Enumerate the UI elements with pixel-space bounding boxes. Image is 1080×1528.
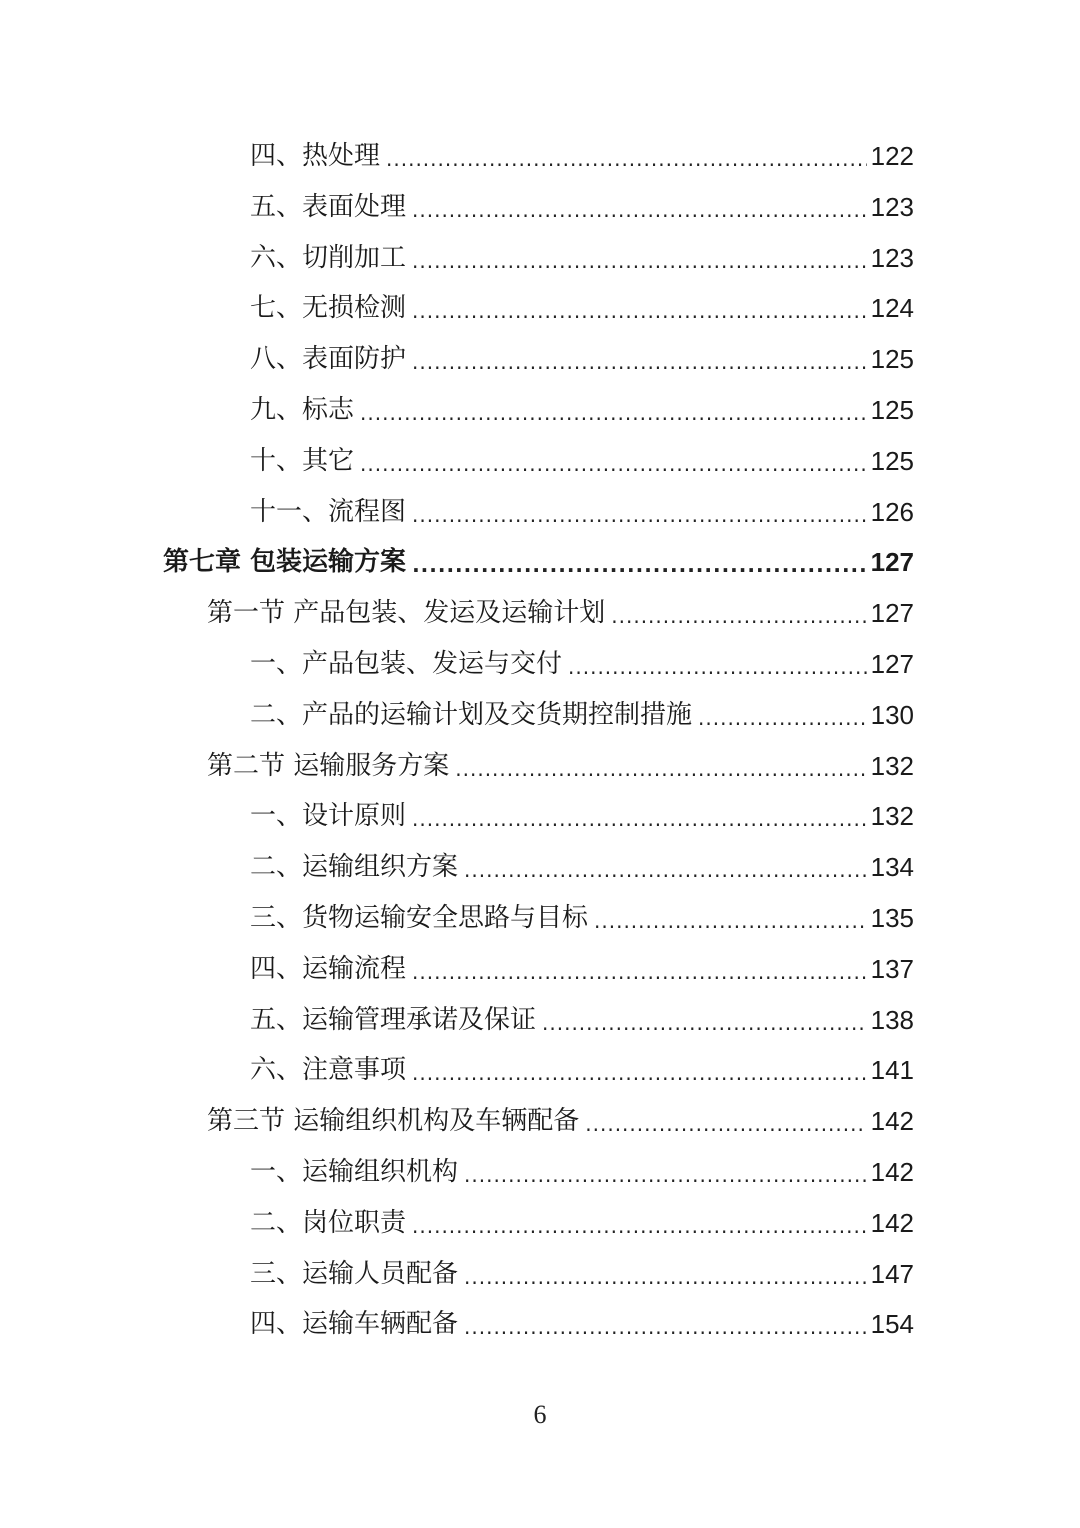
toc-entry-page: 122 — [870, 141, 914, 171]
toc-subsection-entry[interactable] — [250, 1254, 914, 1294]
toc-subsection-entry[interactable] — [250, 847, 914, 887]
dot-leader — [412, 802, 867, 836]
dot-leader — [412, 955, 867, 989]
toc-entry-label: 九、标志 — [250, 395, 355, 425]
toc-entry-page: 137 — [870, 953, 914, 984]
toc-entry-label: 十一、流程图 — [250, 496, 407, 527]
toc-subsection-entry[interactable] — [250, 136, 914, 176]
toc-entry-page: 123 — [870, 191, 914, 222]
toc-entry-label: 四、运输车辆配备 — [250, 1309, 459, 1340]
toc-entry-label: 四、运输流程 — [250, 953, 407, 984]
toc-entry-label: 第七章 包装运输方案 — [163, 547, 407, 578]
toc-subsection-entry[interactable] — [250, 238, 914, 278]
toc-entry-label: 第二节 运输服务方案 — [207, 750, 450, 781]
dot-leader — [412, 548, 867, 582]
toc-section-entry[interactable] — [207, 1101, 914, 1141]
dot-leader — [585, 1107, 866, 1141]
dot-leader — [412, 498, 867, 532]
page-number: 6 — [533, 1400, 547, 1429]
toc-entry-label: 二、岗位职责 — [250, 1207, 407, 1238]
toc-entry-label: 五、表面处理 — [250, 191, 407, 222]
dot-leader — [412, 1056, 867, 1090]
toc-entry-page: 135 — [870, 903, 914, 933]
toc-entry-label: 一、产品包装、发运与交付 — [250, 649, 563, 679]
dot-leader — [464, 1260, 867, 1294]
toc-entry-page: 132 — [870, 801, 914, 832]
toc-entry-page: 138 — [870, 1004, 914, 1035]
toc-entry-page: 125 — [870, 395, 914, 425]
dot-leader — [386, 142, 867, 176]
toc-entry-page: 142 — [870, 1106, 914, 1137]
toc-subsection-entry[interactable] — [250, 898, 914, 938]
toc-entry-page: 127 — [870, 598, 914, 629]
dot-leader — [611, 599, 866, 633]
toc-entry-page: 154 — [870, 1309, 914, 1340]
toc-entry-label: 第三节 运输组织机构及车辆配备 — [207, 1106, 580, 1137]
toc-subsection-entry[interactable] — [250, 949, 914, 989]
toc-entry-page: 127 — [870, 547, 914, 578]
dot-leader — [360, 447, 867, 481]
toc-subsection-entry[interactable] — [250, 441, 914, 481]
toc-entry-page: 123 — [870, 242, 914, 273]
dot-leader — [542, 1006, 867, 1040]
dot-leader — [360, 396, 867, 430]
toc-entry-label: 第一节 产品包装、发运及运输计划 — [207, 598, 606, 629]
toc-entry-label: 四、热处理 — [250, 141, 381, 171]
dot-leader — [464, 853, 867, 887]
toc-subsection-entry[interactable] — [250, 1304, 914, 1344]
toc-entry-page: 142 — [870, 1157, 914, 1187]
toc-entry-label: 十、其它 — [250, 445, 355, 476]
toc-entry-label: 六、切削加工 — [250, 242, 407, 273]
toc-subsection-entry[interactable] — [250, 339, 914, 379]
toc-entry-label: 七、无损检测 — [250, 293, 407, 324]
dot-leader — [412, 193, 867, 227]
toc-entry-label: 三、货物运输安全思路与目标 — [250, 903, 589, 933]
toc-entry-label: 二、产品的运输计划及交货期控制措施 — [250, 699, 693, 730]
toc-chapter-entry[interactable] — [163, 542, 914, 582]
dot-leader — [464, 1310, 867, 1344]
toc-subsection-entry[interactable] — [250, 1152, 914, 1192]
toc-subsection-entry[interactable] — [250, 695, 914, 735]
toc-entry-label: 五、运输管理承诺及保证 — [250, 1004, 537, 1035]
toc-section-entry[interactable] — [207, 593, 914, 633]
toc-entry-page: 126 — [870, 496, 914, 527]
toc-subsection-entry[interactable] — [250, 492, 914, 532]
toc-entry-page: 130 — [870, 699, 914, 730]
toc-subsection-entry[interactable] — [250, 390, 914, 430]
dot-leader — [412, 1209, 867, 1243]
toc-entry-label: 八、表面防护 — [250, 344, 407, 375]
toc-entry-page: 141 — [870, 1055, 914, 1086]
dot-leader — [698, 701, 867, 735]
toc-entry-label: 三、运输人员配备 — [250, 1258, 459, 1289]
dot-leader — [568, 650, 867, 684]
dot-leader — [464, 1158, 867, 1192]
dot-leader — [594, 904, 867, 938]
toc-section-entry[interactable] — [207, 746, 914, 786]
dot-leader — [455, 752, 866, 786]
toc-entry-page: 147 — [870, 1258, 914, 1289]
toc-entry-page: 127 — [870, 649, 914, 679]
toc-subsection-entry[interactable] — [250, 796, 914, 836]
toc-entry-page: 125 — [870, 445, 914, 476]
toc-entry-label: 六、注意事项 — [250, 1055, 407, 1086]
toc-entry-page: 134 — [870, 852, 914, 883]
dot-leader — [412, 345, 867, 379]
toc-entry-label: 一、设计原则 — [250, 801, 407, 832]
toc-entry-label: 二、运输组织方案 — [250, 852, 459, 883]
toc-subsection-entry[interactable] — [250, 187, 914, 227]
toc-subsection-entry[interactable] — [250, 644, 914, 684]
toc-subsection-entry[interactable] — [250, 1000, 914, 1040]
toc-entry-page: 142 — [870, 1207, 914, 1238]
toc-subsection-entry[interactable] — [250, 1203, 914, 1243]
toc-subsection-entry[interactable] — [250, 1050, 914, 1090]
toc-entry-page: 132 — [870, 750, 914, 781]
toc-subsection-entry[interactable] — [250, 288, 914, 328]
toc-entry-page: 125 — [870, 344, 914, 375]
dot-leader — [412, 244, 867, 278]
dot-leader — [412, 294, 867, 328]
toc-entry-page: 124 — [870, 293, 914, 324]
toc-entry-label: 一、运输组织机构 — [250, 1157, 459, 1187]
